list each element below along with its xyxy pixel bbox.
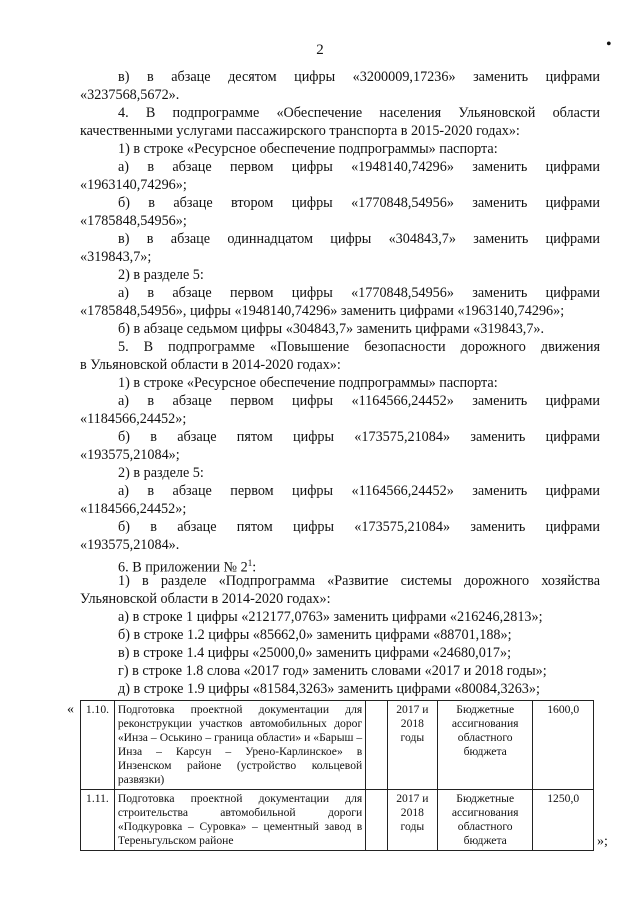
text-line: б) в абзаце седьмом цифры «304843,7» заменить цифрами «319843,7». — [118, 321, 545, 337]
text-line: 1) в строке «Ресурсное обеспечение подпрограммы» паспорта: — [118, 141, 498, 157]
text-line: в) в абзаце десятом цифры «3200009,17236» заменить цифрами — [118, 69, 600, 85]
quote-close: »; — [597, 834, 608, 849]
text-line: «1184566,24452»; — [80, 501, 187, 517]
appendix-line-suffix: : — [252, 559, 257, 576]
text-line: г) в строке 1.8 слова «2017 год» заменить словами «2017 и 2018 годы»; — [118, 663, 547, 679]
text-line: 1) в разделе «Подпрограмма «Развитие системы дорожного хозяйства — [118, 573, 600, 589]
text-line: «1963140,74296»; — [80, 177, 187, 193]
empty-cell — [366, 701, 388, 790]
page-number: 2 — [316, 42, 324, 58]
text-line: б) в строке 1.2 цифры «85662,0» заменить цифрами «88701,188»; — [118, 627, 512, 643]
row-funding-source: Бюджетные ассигнования областного бюджета — [438, 701, 533, 790]
row-description: Подготовка проектной документации для строительства автомобильной дороги «Подкуровка – Суровка» – цементный завод в Тереньгульском районе — [114, 790, 365, 851]
row-years: 2017 и 2018 годы — [387, 701, 437, 790]
amendment-table — [80, 700, 594, 851]
text-line: а) в абзаце первом цифры «1164566,24452» заменить цифрами — [118, 483, 600, 499]
row-amount: 1600,0 — [533, 701, 594, 790]
text-line: в) в абзаце одиннадцатом цифры «304843,7» заменить цифрами — [118, 231, 600, 247]
text-line: в) в строке 1.4 цифры «25000,0» заменить цифрами «24680,017»; — [118, 645, 512, 661]
text-line: б) в абзаце пятом цифры «173575,21084» заменить цифрами — [118, 429, 600, 445]
corner-mark: • — [606, 36, 612, 53]
text-line: 2) в разделе 5: — [118, 465, 204, 481]
text-line: б) в абзаце пятом цифры «173575,21084» заменить цифрами — [118, 519, 600, 535]
empty-cell — [366, 790, 388, 851]
row-number: 1.11. — [81, 790, 115, 851]
text-line: Ульяновской области в 2014-2020 годах»: — [80, 591, 331, 607]
text-line: а) в абзаце первом цифры «1948140,74296» заменить цифрами — [118, 159, 600, 175]
text-line: а) в абзаце первом цифры «1770848,54956» заменить цифрами — [118, 285, 600, 301]
text-line: в Ульяновской области в 2014-2020 годах»: — [80, 357, 341, 373]
text-line: «193575,21084»; — [80, 447, 180, 463]
row-number: 1.10. — [81, 701, 115, 790]
row-years: 2017 и 2018 годы — [387, 790, 437, 851]
row-description: Подготовка проектной документации для реконструкции участков автомобильных дорог «Инза – Оськино – граница области» и «Барыш – Инза – Карсун – Урено-Карлинское» в Инзенском районе (устройство кольцевой развязки) — [114, 701, 365, 790]
text-line: качественными услугами пассажирского транспорта в 2015-2020 годах»: — [80, 123, 520, 139]
text-line: а) в абзаце первом цифры «1164566,24452» заменить цифрами — [118, 393, 600, 409]
text-line: 5. В подпрограмме «Повышение безопасности дорожного движения — [118, 339, 600, 355]
text-line: «1785848,54956»; — [80, 213, 187, 229]
row-funding-source: Бюджетные ассигнования областного бюджета — [438, 790, 533, 851]
text-line: «1785848,54956», цифры «1948140,74296» заменить цифрами «1963140,74296»; — [80, 303, 565, 319]
text-line: 4. В подпрограмме «Обеспечение населения Ульяновской области — [118, 105, 600, 121]
appendix-line-text: 6. В приложении № 2 — [118, 559, 248, 576]
text-line: 2) в разделе 5: — [118, 267, 204, 283]
row-amount: 1250,0 — [533, 790, 594, 851]
text-line: «319843,7»; — [80, 249, 152, 265]
table-row — [81, 790, 594, 851]
table-row — [81, 701, 594, 790]
appendix-superscript: 1 — [247, 558, 253, 568]
text-line: д) в строке 1.9 цифры «81584,3263» заменить цифрами «80084,3263»; — [118, 681, 540, 697]
text-line: «3237568,5672». — [80, 87, 180, 103]
quote-open: « — [67, 702, 74, 717]
text-line: «193575,21084». — [80, 537, 180, 553]
text-line: а) в строке 1 цифры «212177,0763» заменить цифрами «216246,2813»; — [118, 609, 543, 625]
text-line: «1184566,24452»; — [80, 411, 187, 427]
text-line: б) в абзаце втором цифры «1770848,54956» заменить цифрами — [118, 195, 600, 211]
text-line: 1) в строке «Ресурсное обеспечение подпрограммы» паспорта: — [118, 375, 498, 391]
